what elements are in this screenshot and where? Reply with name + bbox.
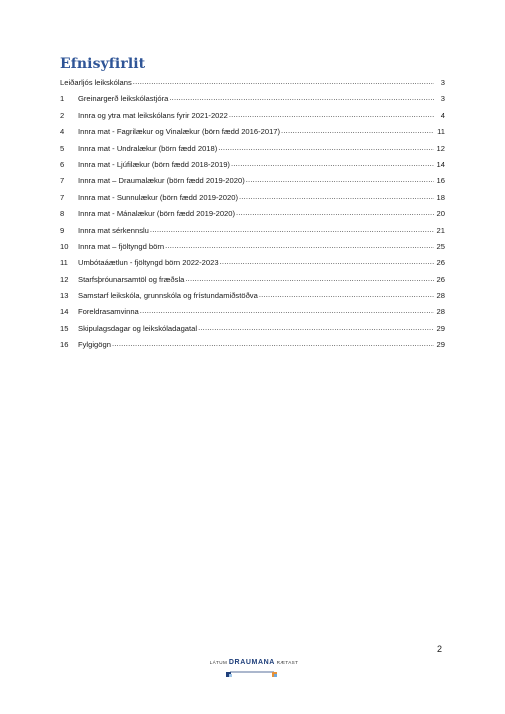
toc-entry-page: 3: [440, 94, 445, 104]
toc-entry-page: 26: [436, 258, 445, 268]
toc-entry-page: 3: [440, 78, 445, 87]
toc-entry[interactable]: [60, 173, 445, 189]
logo-word-main: DRAUMANA: [228, 659, 275, 666]
toc-dot-leader: [231, 156, 434, 172]
toc-entry[interactable]: [60, 255, 445, 271]
toc-entry[interactable]: [60, 223, 445, 239]
toc-entry-title: Innra mat - Sunnulækur (börn fædd 2019-2020): [78, 192, 238, 202]
toc-entry-page: 11: [437, 127, 445, 137]
toc-entry-title: Samstarf leikskóla, grunnskóla og frístundamiðstöðva: [78, 291, 258, 301]
toc-entry[interactable]: [60, 288, 445, 304]
toc-entry-number: 1: [60, 94, 65, 104]
toc-entry-number: 12: [60, 274, 69, 284]
toc-entry-page: 28: [436, 291, 445, 301]
toc-entry-page: 16: [436, 176, 445, 186]
toc-entry[interactable]: [60, 141, 445, 157]
table-of-contents: [60, 75, 445, 354]
toc-title: Efnisyfirlit: [60, 56, 146, 72]
toc-entry-number: 7: [60, 192, 65, 202]
toc-entry[interactable]: [60, 206, 445, 222]
toc-entry-page: 26: [436, 274, 445, 284]
toc-entry-title: Fylgigögn: [78, 340, 111, 350]
toc-entry-page: 25: [436, 241, 445, 251]
toc-entry[interactable]: [60, 190, 445, 206]
toc-entry[interactable]: [60, 304, 445, 320]
toc-entry-title: Innra mat – Draumalækur (börn fædd 2019-2020): [78, 176, 245, 186]
toc-entry-title: Innra mat - Undralækur (börn fædd 2018): [78, 143, 218, 153]
logo-word-left: LÁTUM: [209, 660, 228, 665]
toc-entry-number: 4: [60, 127, 65, 137]
logo-graphic: [204, 668, 304, 682]
toc-entry-title: Innra og ytra mat leikskólans fyrir 2021-2022: [78, 110, 228, 120]
toc-entry-number: 5: [60, 143, 65, 153]
toc-entry[interactable]: [60, 124, 445, 140]
toc-entry[interactable]: [60, 157, 445, 173]
toc-entry-number: 2: [60, 110, 65, 120]
logo-tagline: [204, 659, 304, 666]
toc-dot-leader: [229, 107, 434, 123]
toc-entry-title: Leiðarljós leikskólans: [60, 78, 132, 87]
logo-mark-left: [226, 672, 232, 677]
toc-entry[interactable]: [60, 91, 445, 107]
toc-dot-leader: [112, 336, 434, 352]
toc-entry-title: Innra mat - Fagrilækur og Vinalækur (börn fædd 2016-2017): [78, 127, 281, 137]
toc-entry[interactable]: [60, 321, 445, 337]
toc-entry[interactable]: [60, 108, 445, 124]
toc-entry-number: 7: [60, 176, 65, 186]
toc-entry-title: Skipulagsdagar og leikskóladagatal: [78, 323, 198, 333]
toc-entry-number: 14: [60, 307, 69, 317]
toc-entry-page: 28: [436, 307, 445, 317]
toc-entry-page: 18: [436, 192, 445, 202]
toc-entry-page: 14: [436, 159, 445, 169]
toc-entry[interactable]: [60, 272, 445, 288]
toc-entry-title: Innra mat – fjöltyngd börn: [78, 241, 165, 251]
toc-entry-title: Innra mat sérkennslu: [78, 225, 149, 235]
toc-dot-leader: [169, 90, 434, 106]
toc-dot-leader: [236, 205, 434, 221]
toc-entry-title: Starfsþróunarsamtöl og fræðsla: [78, 274, 185, 284]
toc-entry[interactable]: [60, 239, 445, 255]
toc-entry-title: Innra mat - Mánalækur (börn fædd 2019-2020): [78, 209, 236, 219]
toc-entry-title: Innra mat - Ljúfilækur (börn fædd 2018-2019): [78, 159, 230, 169]
toc-entry-page: 12: [436, 143, 445, 153]
toc-entry-number: 8: [60, 209, 65, 219]
footer-logo: [204, 659, 304, 685]
toc-entry-number: 6: [60, 159, 65, 169]
toc-entry-title: Foreldrasamvinna: [78, 307, 139, 317]
toc-entry-page: 29: [436, 340, 445, 350]
toc-dot-leader: [281, 123, 434, 139]
toc-entry-page: 29: [436, 323, 445, 333]
logo-mark-right: [272, 672, 277, 677]
toc-entry-number: 16: [60, 340, 69, 350]
toc-dot-leader: [246, 172, 434, 188]
toc-entry-page: 4: [440, 110, 445, 120]
toc-entry-number: 10: [60, 241, 69, 251]
toc-dot-leader: [239, 189, 434, 205]
toc-entry-number: 13: [60, 291, 69, 301]
logo-word-right: RÆTAST: [276, 660, 299, 665]
toc-dot-leader: [220, 254, 434, 270]
toc-dot-leader: [218, 140, 434, 156]
toc-dot-leader: [150, 222, 434, 238]
toc-dot-leader: [198, 320, 434, 336]
toc-entry-page: 21: [436, 225, 445, 235]
toc-entry-title: Umbótaáætlun - fjöltyngd börn 2022-2023: [78, 258, 219, 268]
toc-entry-number: 11: [60, 258, 68, 268]
toc-entry[interactable]: [60, 337, 445, 353]
toc-dot-leader: [185, 271, 434, 287]
toc-entry-number: 9: [60, 225, 65, 235]
toc-entry-title: Greinargerð leikskólastjóra: [78, 94, 169, 104]
toc-entry-number: 15: [60, 323, 69, 333]
toc-dot-leader: [259, 287, 434, 303]
toc-entry[interactable]: [60, 75, 445, 91]
toc-dot-leader: [140, 303, 434, 319]
toc-dot-leader: [165, 238, 434, 254]
toc-dot-leader: [133, 74, 434, 90]
page-number: 2: [437, 644, 443, 654]
toc-entry-page: 20: [436, 209, 445, 219]
